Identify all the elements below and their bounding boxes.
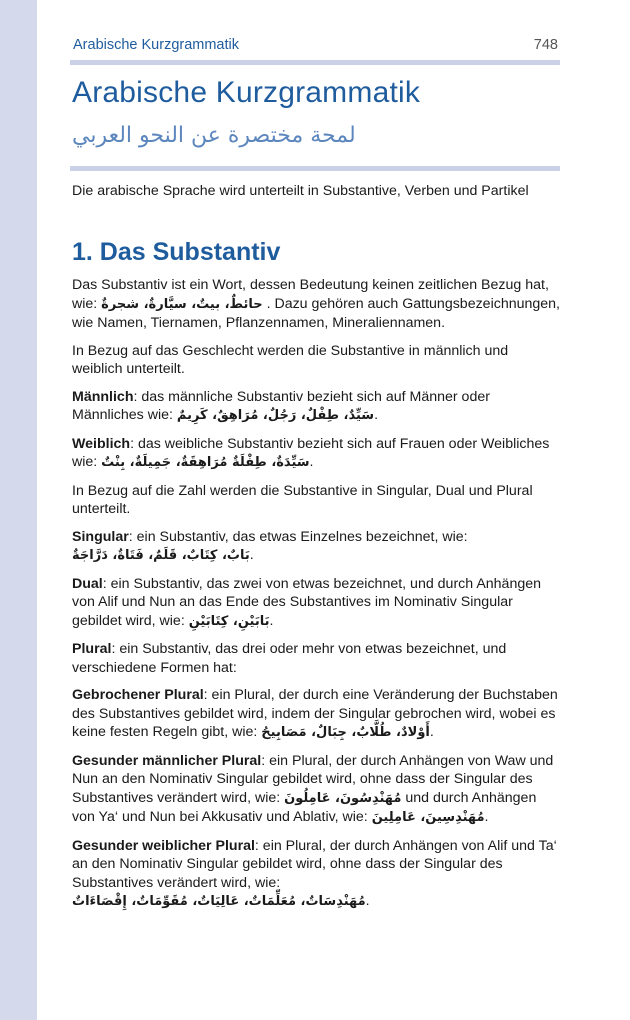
page-number: 748 xyxy=(533,37,558,53)
term-label: Gesunder weiblicher Plural xyxy=(72,837,255,854)
text: . xyxy=(309,454,314,470)
paragraph-broken-plural xyxy=(72,686,562,743)
text: : ein Plural, der durch eine Veränderung der Buchstaben des Substantives gebildet wird, indem der Singular gebrochen wird, wobei es keine festen Regeln gibt, wie: xyxy=(72,687,558,740)
text: . Dazu gehören auch Gattungsbezeichnungen, wie Namen, Tiernamen, Pflanzennamen, Mineraliennamen. xyxy=(72,295,560,331)
arabic-examples: سَيِّدٌ، طِفْلٌ، رَجُلٌ، مُرَاهِقٌ، كَرِيمٌ xyxy=(176,408,375,423)
page-margin-band xyxy=(0,0,37,1020)
paragraph-number: In Bezug auf die Zahl werden die Substantive in Singular, Dual und Plural unterteilt. xyxy=(72,482,533,517)
arabic-examples: مُهَنْدِسِينَ، عَامِلِينَ xyxy=(371,810,485,825)
text: Das Substantiv ist ein Wort, dessen Bedeutung keinen zeitlichen Bezug hat, wie: xyxy=(72,277,549,312)
paragraph-feminine xyxy=(72,435,562,473)
intro-text: Die arabische Sprache wird unterteilt in Substantive, Verben und Partikel xyxy=(72,183,529,199)
term-label: Singular xyxy=(72,528,129,545)
text: . xyxy=(269,612,274,629)
term-label: Dual xyxy=(72,575,103,592)
arabic-examples: حائطٌ، بيتٌ، سيَّارةٌ، شجرةٌ xyxy=(101,296,263,312)
paragraph-definition xyxy=(72,276,562,333)
text: . xyxy=(249,547,254,563)
text: . xyxy=(374,407,379,423)
text: : ein Plural, der durch Anhängen von Waw und Nun an den Nominativ Singular gebildet wird, ohne dass der Singular des Substantives verändert wird, wie: xyxy=(72,752,554,806)
section-body xyxy=(72,276,562,921)
term-label: Plural xyxy=(72,641,112,657)
arabic-examples: مُهَنْدِسَاتٌ، مُعَلِّمَاتٌ، عَالِيَاتٌ، مُقَوِّمَاتٌ، إِقْصَاءَاتٌ xyxy=(72,894,366,909)
text: : das weibliche Substantiv bezieht sich auf Frauen oder Weibliches wie: xyxy=(72,435,550,470)
arabic-examples: مُهَنْدِسُونَ، عَامِلُونَ xyxy=(284,790,402,806)
paragraph-gender: In Bezug auf das Geschlecht werden die Substantive in männlich und weiblich unterteilt. xyxy=(72,342,509,377)
paragraph-singular xyxy=(72,528,562,566)
text: : das männliche Substantiv bezieht sich auf Männer oder Männliches wie: xyxy=(72,388,490,423)
paragraph-plural xyxy=(72,640,562,677)
arabic-examples: بَابٌ، كِتَابٌ، قَلَمٌ، فَتَاةٌ، دَرَّاجَةٌ xyxy=(72,548,250,563)
text: : ein Substantiv, das zwei von etwas bezeichnet, und durch Anhängen von Alif und Nun an das Ende des Substantives im Nominativ Singular gebildet wird, wie: xyxy=(72,575,542,629)
page-title: Arabische Kurzgrammatik xyxy=(72,76,421,109)
term-label: Gebrochener Plural xyxy=(72,687,204,703)
text: : ein Plural, der durch Anhängen von Alif und Ta‘ an den Nominativ Singular gebildet wird, ohne dass der Singular des Substantives verändert wird, wie: xyxy=(72,837,557,891)
text: : ein Substantiv, das etwas Einzelnes bezeichnet, wie: xyxy=(128,528,468,545)
arabic-examples: أَوْلادٌ، طُلَّابٌ، جِبَالٌ، مَصَابِيحُ xyxy=(261,725,430,740)
text: und durch Anhängen von Ya‘ und Nun bei Akkusativ und Ablativ, wie: xyxy=(72,789,537,825)
paragraph-sound-masculine-plural xyxy=(72,752,562,828)
running-title: Arabische Kurzgrammatik xyxy=(73,37,239,53)
section-heading: 1. Das Substantiv xyxy=(72,238,281,266)
term-label: Weiblich xyxy=(72,435,131,452)
arabic-subtitle: لمحة مختصرة عن النحو العربي xyxy=(72,123,356,148)
text: . xyxy=(484,809,489,825)
text: . xyxy=(429,724,434,740)
paragraph-dual xyxy=(72,575,562,632)
paragraph-sound-feminine-plural xyxy=(72,837,562,912)
text: : ein Substantiv, das drei oder mehr von etwas bezeichnet, und verschiedene Formen hat: xyxy=(72,641,507,676)
title-divider xyxy=(70,166,560,171)
arabic-examples: سَيِّدَةٌ، طِفْلَةٌ مُرَاهِقَةٌ، جَمِيلَةٌ، بِنْتٌ xyxy=(101,455,310,470)
paragraph-masculine xyxy=(72,388,562,426)
text: . xyxy=(365,893,370,909)
term-label: Gesunder männlicher Plural xyxy=(72,752,262,769)
arabic-examples: بَابَيْنِ، كِتَابَيْنِ xyxy=(188,613,270,629)
term-label: Männlich xyxy=(72,388,134,405)
header-divider xyxy=(70,60,560,65)
